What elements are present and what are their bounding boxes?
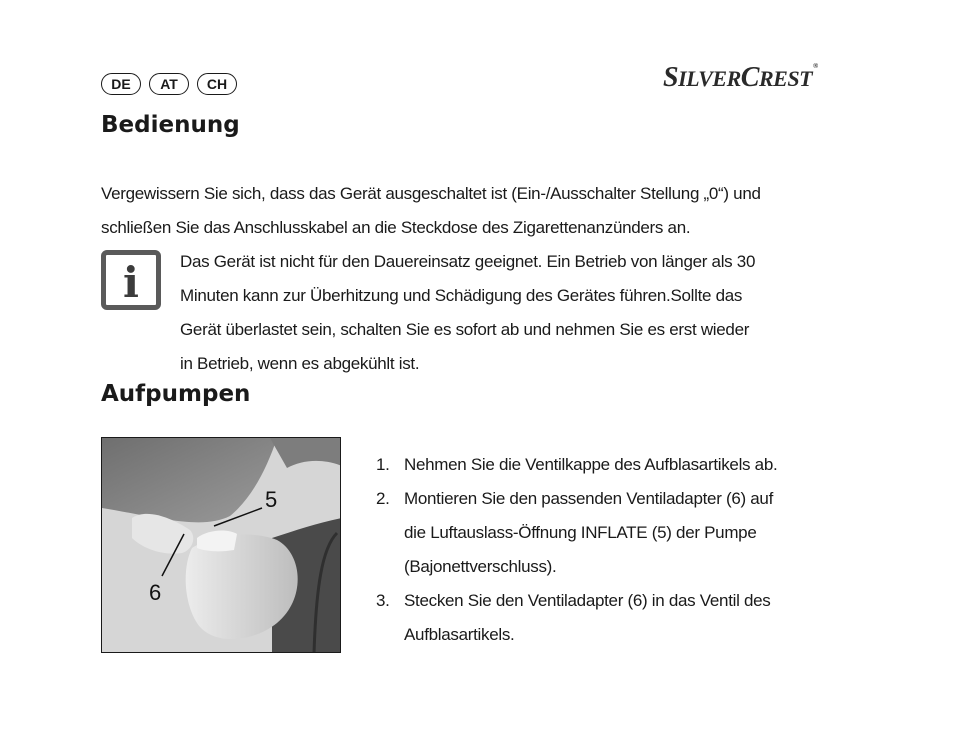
intro-line: Vergewissern Sie sich, dass das Gerät ausgeschaltet ist (Ein-/Ausschalter Stellung „0“) und: [101, 184, 761, 203]
step-line: Stecken Sie den Ventiladapter (6) in das Ventil des: [404, 591, 771, 610]
intro-line: schließen Sie das Anschlusskabel an die Steckdose des Zigarettenanzünders an.: [101, 218, 691, 237]
country-badge-at: AT: [149, 73, 189, 95]
brand-part-ilver: ILVER: [678, 66, 741, 91]
brand-part-rest: REST: [758, 66, 813, 91]
step-text: [404, 448, 777, 482]
step-line: Montieren Sie den passenden Ventiladapter (6) auf: [404, 489, 774, 508]
country-badges: [101, 73, 237, 95]
brand-initial-c: C: [740, 62, 759, 93]
registered-mark: ®: [813, 62, 818, 70]
note-line: Minuten kann zur Überhitzung und Schädigung des Gerätes führen.Sollte das: [180, 286, 743, 305]
step-number: 2.: [376, 489, 390, 508]
section-heading-operation: Bedienung: [101, 112, 240, 138]
note-line: Gerät überlastet sein, schalten Sie es sofort ab und nehmen Sie es erst wieder: [180, 320, 750, 339]
step-text: [404, 482, 773, 584]
note-line: in Betrieb, wenn es abgekühlt ist.: [180, 354, 420, 373]
inflation-steps: [376, 448, 856, 652]
step-item: [376, 584, 856, 652]
country-badge-ch: CH: [197, 73, 237, 95]
step-text: [404, 584, 771, 652]
step-item: [376, 448, 856, 482]
brand-initial-s: S: [663, 62, 679, 93]
country-badge-de: DE: [101, 73, 141, 95]
step-number: 3.: [376, 591, 390, 610]
brand-logo: [663, 62, 818, 94]
step-line: die Luftauslass-Öffnung INFLATE (5) der Pumpe: [404, 523, 757, 542]
inflation-photo: [101, 437, 341, 653]
step-item: [376, 482, 856, 584]
section-heading-inflation: Aufpumpen: [101, 381, 251, 407]
callout-label-6: 6: [149, 580, 162, 605]
info-note: [180, 245, 860, 381]
note-line: Das Gerät ist nicht für den Dauereinsatz geeignet. Ein Betrieb von länger als 30: [180, 252, 756, 271]
operation-intro: [101, 177, 881, 245]
callout-label-5: 5: [265, 487, 278, 512]
info-icon: [101, 250, 161, 310]
info-glyph: i: [123, 258, 139, 307]
step-number: 1.: [376, 455, 390, 474]
step-line: Nehmen Sie die Ventilkappe des Aufblasartikels ab.: [404, 455, 778, 474]
step-line: (Bajonettverschluss).: [404, 557, 557, 576]
step-line: Aufblasartikels.: [404, 625, 515, 644]
photo-illustration: [102, 438, 341, 653]
